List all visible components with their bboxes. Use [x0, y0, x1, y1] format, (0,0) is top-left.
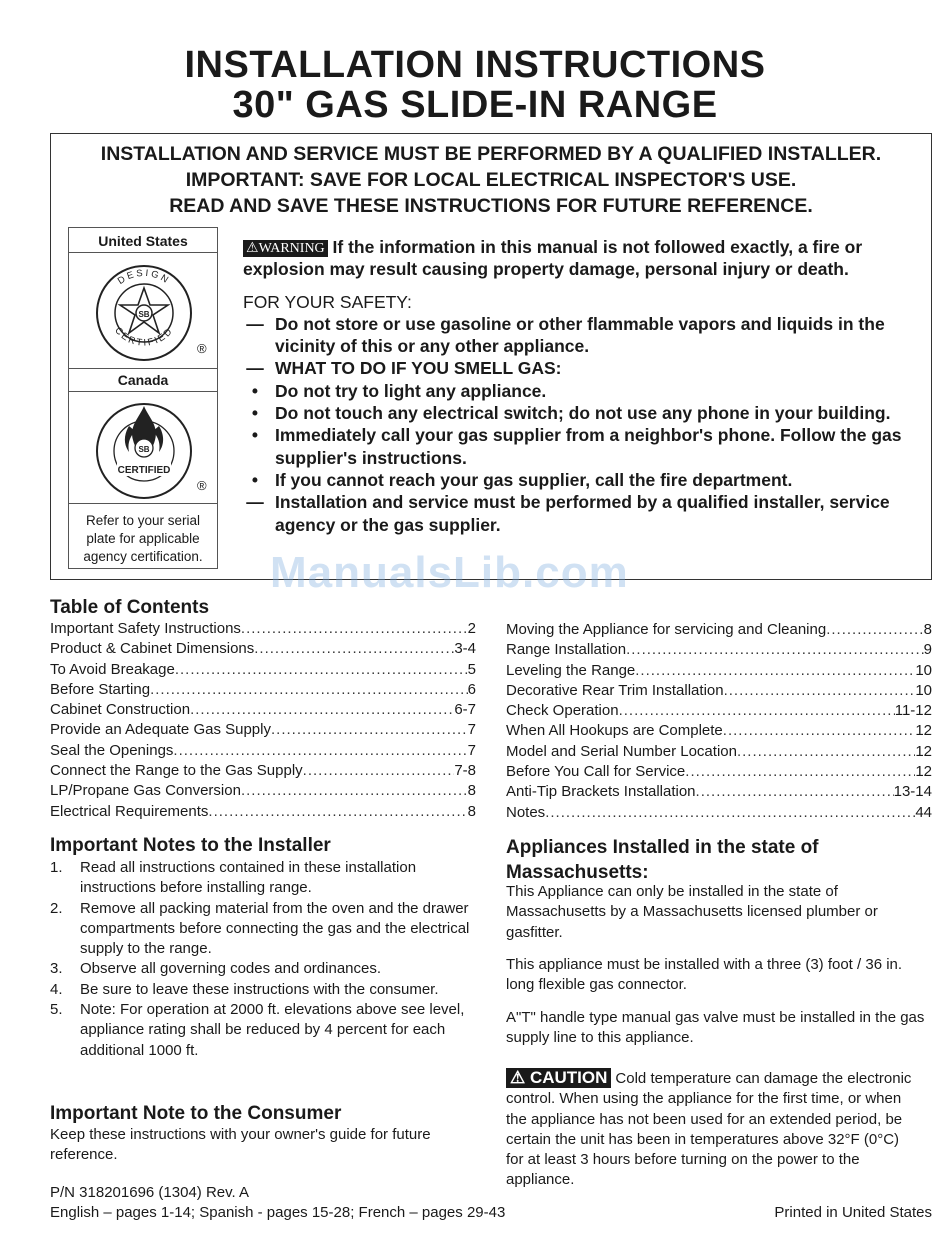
safety-item: [243, 357, 923, 379]
safety-item-text: If you cannot reach your gas supplier, call the fire department.: [275, 469, 793, 490]
toc-entry-title: Seal the Openings: [50, 741, 174, 759]
toc-leader-dots: [173, 741, 467, 761]
safety-heading: FOR YOUR SAFETY:: [243, 291, 412, 312]
toc-entry: [50, 660, 476, 680]
list-marker: •: [251, 380, 259, 401]
installer-note-item: [50, 899, 478, 960]
toc-entry: [506, 782, 932, 802]
toc-leader-dots: [303, 761, 455, 781]
toc-entry: [50, 720, 476, 740]
registered-mark-canada: ®: [197, 478, 207, 493]
toc-left-column: [50, 619, 476, 822]
toc-entry: [506, 681, 932, 701]
consumer-note-text: Keep these instructions with your owner's guide for future reference.: [50, 1126, 431, 1164]
installer-note-item: [50, 1000, 478, 1061]
safety-item-text: WHAT TO DO IF YOU SMELL GAS:: [275, 358, 562, 379]
toc-entry-title: Check Operation: [506, 702, 619, 720]
svg-text:CERTIFIED: CERTIFIED: [112, 325, 176, 349]
item-number: 3.: [50, 960, 63, 978]
toc-entry: [506, 640, 932, 660]
toc-leader-dots: [626, 640, 924, 660]
toc-leader-dots: [723, 721, 916, 741]
list-marker: •: [251, 425, 259, 446]
toc-entry-page: 12: [915, 763, 932, 781]
title-line-1: INSTALLATION INSTRUCTIONS: [184, 44, 766, 86]
toc-entry-title: Connect the Range to the Gas Supply: [50, 762, 303, 780]
toc-entry-title: Anti-Tip Brackets Installation: [506, 783, 696, 801]
cert-canada-label: Canada: [117, 372, 169, 388]
toc-leader-dots: [150, 680, 468, 700]
toc-entry-page: 44: [915, 803, 932, 821]
part-number: P/N 318201696 (1304) Rev. A: [50, 1184, 250, 1201]
toc-entry: [50, 802, 476, 822]
list-marker: —: [246, 358, 264, 379]
toc-entry-page: 10: [915, 661, 932, 679]
safety-list: [243, 313, 923, 536]
list-marker: •: [251, 469, 259, 490]
canada-certified-flame-seal-icon: [89, 396, 199, 506]
toc-leader-dots: [696, 782, 894, 802]
svg-text:DESIGN: DESIGN: [115, 267, 173, 287]
svg-text:SB: SB: [138, 445, 150, 454]
box-header-2: IMPORTANT: SAVE FOR LOCAL ELECTRICAL INSPECTOR'S USE.: [185, 169, 797, 191]
toc-entry-title: To Avoid Breakage: [50, 660, 175, 678]
printed-in: Printed in United States: [774, 1204, 932, 1221]
safety-item: [243, 469, 923, 491]
caution-text: Cold temperature can damage the electronic control. When using the appliance for the first time, or when the appliance has not been used for an extended period, be certain the unit has been in temperatures above 32°F (0°C) for at least 3 hours before turning on the power to the appliance.: [506, 1070, 912, 1189]
toc-heading: Table of Contents: [50, 597, 210, 618]
toc-leader-dots: [737, 742, 915, 762]
registered-mark-us: ®: [197, 341, 207, 356]
toc-entry-title: Before You Call for Service: [506, 763, 686, 781]
installer-note-item: [50, 858, 478, 899]
safety-item: [243, 402, 923, 424]
toc-entry-title: When All Hookups are Complete: [506, 722, 723, 740]
toc-leader-dots: [826, 620, 923, 640]
installer-note-text: Remove all packing material from the oven and the drawer compartments before connecting the gas and the electrical supply to the range.: [80, 899, 470, 958]
watermark: ManualsLib.com: [270, 548, 629, 597]
toc-entry: [50, 761, 476, 781]
toc-entry-title: Notes: [506, 803, 546, 821]
safety-item-text: Immediately call your gas supplier from a neighbor's phone. Follow the gas supplier's instructions.: [275, 425, 902, 468]
massachusetts-para-2: This appliance must be installed with a three (3) foot / 36 in. long flexible gas connector.: [506, 956, 903, 994]
toc-entry-title: Model and Serial Number Location: [506, 742, 737, 760]
toc-entry-title: Before Starting: [50, 680, 151, 698]
safety-item: [243, 491, 923, 536]
item-number: 4.: [50, 980, 63, 998]
toc-leader-dots: [635, 661, 915, 681]
certification-panel: [68, 227, 218, 569]
item-number: 1.: [50, 859, 63, 876]
toc-entry-page: 9: [923, 641, 932, 659]
caution-block: [506, 1068, 914, 1191]
toc-entry-page: 8: [923, 621, 932, 638]
toc-entry-page: 3-4: [454, 640, 476, 658]
title-line-2: 30" GAS SLIDE-IN RANGE: [232, 84, 718, 126]
toc-leader-dots: [241, 781, 468, 801]
safety-item: [243, 424, 923, 469]
toc-leader-dots: [271, 720, 468, 740]
safety-item-text: Do not try to light any appliance.: [275, 380, 547, 401]
consumer-note-heading: Important Note to the Consumer: [50, 1103, 342, 1124]
design-certified-seal-icon: [89, 258, 199, 368]
installer-note-text: Be sure to leave these instructions with the consumer.: [80, 980, 439, 998]
toc-entry-page: 8: [467, 802, 476, 820]
installer-notes-list: [50, 858, 478, 1061]
svg-text:SB: SB: [138, 310, 150, 319]
safety-item: [243, 313, 923, 358]
toc-entry: [506, 742, 932, 762]
toc-entry-title: Important Safety Instructions: [50, 620, 241, 637]
toc-entry-page: 6-7: [454, 701, 476, 719]
toc-entry-page: 7-8: [454, 762, 476, 780]
safety-item-text: Do not touch any electrical switch; do not use any phone in your building.: [275, 403, 891, 424]
toc-entry-page: 8: [467, 782, 476, 800]
toc-entry: [50, 700, 476, 720]
list-marker: —: [246, 492, 264, 513]
toc-entry-page: 10: [915, 681, 932, 699]
massachusetts-para-3: A"T" handle type manual gas valve must be installed in the gas supply line to this appliance.: [506, 1009, 925, 1047]
list-marker: •: [251, 403, 259, 424]
toc-entry-title: Provide an Adequate Gas Supply: [50, 721, 271, 739]
toc-entry-title: Cabinet Construction: [50, 701, 191, 719]
installer-note-text: Observe all governing codes and ordinances.: [80, 960, 382, 978]
toc-leader-dots: [190, 700, 454, 720]
toc-entry-page: 13-14: [893, 783, 932, 801]
cert-note: Refer to your serial plate for applicable agency certification.: [83, 513, 203, 564]
toc-entry-title: Product & Cabinet Dimensions: [50, 640, 255, 658]
toc-entry: [506, 721, 932, 741]
toc-entry: [50, 781, 476, 801]
toc-entry-page: 7: [467, 721, 476, 739]
safety-item-text: Installation and service must be performed by a qualified installer, service agency or the gas supplier.: [275, 492, 890, 535]
toc-entry: [50, 680, 476, 700]
massachusetts-heading: Appliances Installed in the state of Massachusetts:: [506, 837, 819, 883]
toc-entry-title: Electrical Requirements: [50, 802, 209, 820]
warning-statement: [243, 236, 923, 281]
toc-entry: [506, 762, 932, 782]
toc-leader-dots: [241, 619, 468, 639]
item-number: 5.: [50, 1001, 63, 1019]
toc-entry-page: 6: [467, 680, 476, 698]
toc-entry: [50, 639, 476, 659]
installer-note-item: [50, 959, 478, 979]
warning-text: If the information in this manual is not followed exactly, a fire or explosion may result causing property damage, personal injury or death.: [243, 237, 863, 280]
toc-right-column: [506, 620, 932, 823]
toc-entry-title: Moving the Appliance for servicing and Cleaning: [506, 621, 827, 638]
toc-entry-title: Leveling the Range: [506, 661, 636, 679]
toc-entry-page: 12: [915, 722, 932, 740]
toc-entry-page: 12: [915, 742, 932, 760]
warning-area: [243, 236, 923, 536]
toc-leader-dots: [724, 681, 916, 701]
language-pages: English – pages 1-14; Spanish - pages 15-28; French – pages 29-43: [50, 1204, 506, 1221]
item-number: 2.: [50, 899, 63, 917]
toc-entry: [506, 803, 932, 823]
toc-entry: [50, 619, 476, 639]
installer-note-item: [50, 980, 478, 1000]
massachusetts-para-1: This Appliance can only be installed in the state of Massachusetts by a Massachusetts licensed plumber or gasfitter.: [506, 883, 878, 941]
toc-leader-dots: [619, 701, 895, 721]
toc-leader-dots: [254, 639, 454, 659]
installer-note-text: Read all instructions contained in these installation instructions before installing range.: [80, 859, 417, 897]
warning-badge: ⚠WARNING: [243, 240, 328, 257]
toc-leader-dots: [685, 762, 915, 782]
safety-item-text: Do not store or use gasoline or other flammable vapors and liquids in the vicinity of this or any other appliance.: [275, 313, 885, 357]
list-marker: —: [246, 313, 264, 334]
caution-badge: ⚠ CAUTION: [506, 1068, 611, 1088]
toc-entry-page: 11-12: [894, 702, 932, 720]
toc-entry: [50, 741, 476, 761]
toc-entry-page: 7: [467, 741, 476, 759]
toc-entry: [506, 661, 932, 681]
safety-item: [243, 380, 923, 402]
box-header-3: READ AND SAVE THESE INSTRUCTIONS FOR FUTURE REFERENCE.: [169, 195, 813, 217]
box-header-1: INSTALLATION AND SERVICE MUST BE PERFORMED BY A QUALIFIED INSTALLER.: [100, 143, 882, 165]
toc-entry-page: 5: [467, 660, 476, 678]
toc-entry: [506, 701, 932, 721]
toc-leader-dots: [208, 802, 467, 822]
installer-notes-heading: Important Notes to the Installer: [50, 835, 331, 856]
toc-entry-title: Range Installation: [506, 641, 627, 659]
toc-leader-dots: [545, 803, 915, 823]
cert-us-label: United States: [98, 233, 188, 249]
toc-entry-title: Decorative Rear Trim Installation: [506, 681, 724, 699]
installer-note-text: Note: For operation at 2000 ft. elevations above see level, appliance rating shall be reduced by 4 percent for each additional 1000 ft.: [80, 1001, 465, 1059]
svg-text:CERTIFIED: CERTIFIED: [117, 465, 171, 476]
toc-entry: [506, 620, 932, 640]
toc-leader-dots: [175, 660, 468, 680]
toc-entry-title: LP/Propane Gas Conversion: [50, 782, 241, 800]
toc-entry-page: 2: [467, 620, 476, 637]
safety-warning-box: [50, 133, 932, 580]
